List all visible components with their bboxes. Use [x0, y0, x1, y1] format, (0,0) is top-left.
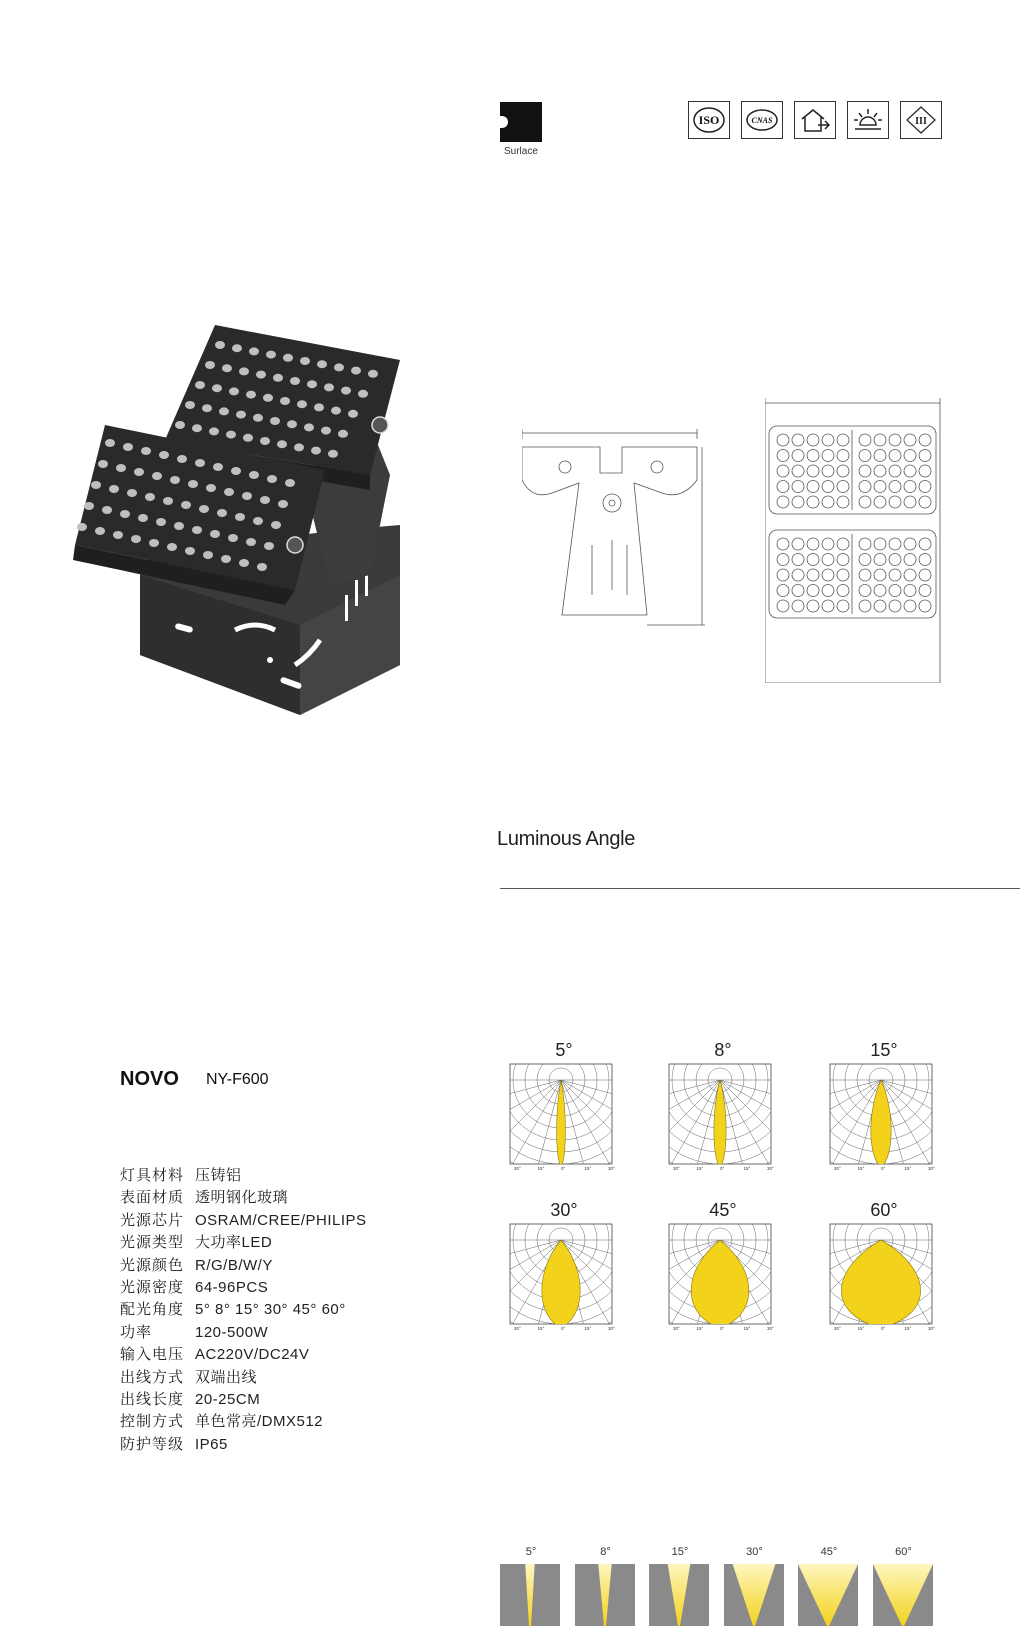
class-iii-icon [900, 101, 942, 139]
polar-chart [500, 1200, 620, 1332]
beam-angle-item [649, 1545, 711, 1626]
polar-chart-label: 30° [550, 1200, 578, 1220]
svg-text:15°: 15° [743, 1326, 751, 1331]
polar-grid [820, 1060, 940, 1172]
front-lens-grid [777, 434, 931, 612]
svg-text:30°: 30° [514, 1166, 521, 1171]
surface-mount-icon [500, 102, 542, 142]
beam-angle-label: 60° [895, 1546, 912, 1558]
beam-angle-label: 5° [525, 1546, 537, 1558]
spec-label: 光源密度 [120, 1278, 185, 1296]
svg-text:30°: 30° [834, 1166, 841, 1171]
svg-text:15°: 15° [537, 1166, 545, 1171]
spec-row [120, 1165, 367, 1187]
svg-text:0°: 0° [561, 1326, 566, 1331]
polar-chart [659, 1200, 779, 1332]
spec-value: 双端出线 [195, 1368, 258, 1386]
svg-text:0°: 0° [720, 1326, 725, 1331]
svg-text:30°: 30° [673, 1166, 680, 1171]
polar-chart-label: 15° [870, 1040, 898, 1060]
spec-row [120, 1434, 367, 1456]
beam-lobe [871, 1080, 891, 1168]
beam-angle-graphic [798, 1564, 858, 1626]
spec-label: 出线方式 [120, 1368, 185, 1386]
beam-angle-label: 15° [671, 1546, 689, 1558]
polar-chart [820, 1200, 940, 1332]
spec-value: 透明钢化玻璃 [195, 1189, 289, 1207]
spec-value: 64-96PCS [195, 1278, 269, 1296]
beam-angle-graphic [575, 1564, 635, 1626]
svg-text:30°: 30° [608, 1166, 615, 1171]
spec-row [120, 1255, 367, 1277]
polar-grid [500, 1060, 620, 1172]
svg-text:30°: 30° [834, 1326, 841, 1331]
spec-value: IP65 [195, 1435, 228, 1453]
section-divider [500, 888, 1020, 889]
spec-row [120, 1187, 367, 1209]
svg-text:15°: 15° [904, 1326, 912, 1331]
beam-angle-graphic [649, 1564, 709, 1626]
beam-angle-item [500, 1545, 562, 1626]
spec-label: 控制方式 [120, 1413, 185, 1431]
beam-angle-item [724, 1545, 786, 1626]
beam-angle-graphic [873, 1564, 933, 1626]
svg-text:30°: 30° [928, 1166, 935, 1171]
spec-value: 5° 8° 15° 30° 45° 60° [195, 1301, 346, 1319]
polar-chart [500, 1040, 620, 1172]
svg-text:15°: 15° [584, 1166, 592, 1171]
spec-value: OSRAM/CREE/PHILIPS [195, 1211, 367, 1229]
product-photo [70, 325, 415, 745]
polar-chart [820, 1040, 940, 1172]
polar-chart-label: 60° [870, 1200, 898, 1220]
spec-value: 20-25CM [195, 1390, 261, 1408]
svg-text:0°: 0° [881, 1166, 886, 1171]
svg-text:III: III [915, 116, 927, 127]
polar-chart [659, 1040, 779, 1172]
indoor-outdoor-icon [794, 101, 836, 139]
spec-label: 功率 [120, 1323, 153, 1341]
svg-text:15°: 15° [743, 1166, 751, 1171]
svg-text:30°: 30° [767, 1326, 774, 1331]
cnas-icon [741, 101, 783, 139]
svg-text:ISO: ISO [698, 113, 720, 127]
beam-angle-graphic [500, 1564, 560, 1626]
spec-label: 光源类型 [120, 1234, 185, 1252]
side-view-drawing [522, 425, 742, 665]
spec-row [120, 1210, 367, 1232]
spec-value: AC220V/DC24V [195, 1346, 310, 1364]
svg-text:15°: 15° [584, 1326, 592, 1331]
svg-text:15°: 15° [537, 1326, 545, 1331]
beam-lobe [841, 1240, 920, 1328]
front-view-drawing [765, 398, 950, 683]
spec-row [120, 1389, 367, 1411]
spec-label: 出线长度 [120, 1390, 185, 1408]
spec-value: 120-500W [195, 1323, 269, 1341]
svg-text:30°: 30° [673, 1326, 680, 1331]
svg-text:15°: 15° [857, 1326, 865, 1331]
spec-row [120, 1277, 367, 1299]
beam-lobe [557, 1080, 566, 1168]
spec-value: R/G/B/W/Y [195, 1256, 273, 1274]
beam-lobe [714, 1080, 726, 1168]
beam-angle-label: 30° [746, 1546, 763, 1558]
svg-text:CNAS: CNAS [751, 116, 773, 125]
svg-text:15°: 15° [857, 1166, 865, 1171]
beam-angle-label: 45° [820, 1546, 838, 1558]
spec-label: 防护等级 [120, 1435, 185, 1453]
spec-row [120, 1322, 367, 1344]
spec-label: 配光角度 [120, 1301, 185, 1319]
polar-grid [659, 1220, 779, 1332]
polar-chart-label: 45° [709, 1200, 737, 1220]
svg-text:15°: 15° [696, 1326, 704, 1331]
svg-text:15°: 15° [696, 1166, 704, 1171]
svg-text:0°: 0° [561, 1166, 566, 1171]
spec-row [120, 1411, 367, 1433]
svg-text:30°: 30° [514, 1326, 521, 1331]
svg-text:30°: 30° [928, 1326, 935, 1331]
svg-text:15°: 15° [904, 1166, 912, 1171]
spec-label: 灯具材料 [120, 1167, 185, 1184]
polar-chart-label: 8° [714, 1040, 732, 1060]
beam-angle-label: 8° [600, 1546, 611, 1558]
svg-text:0°: 0° [720, 1166, 725, 1171]
polar-grid [659, 1060, 779, 1172]
svg-text:30°: 30° [608, 1326, 615, 1331]
svg-text:30°: 30° [767, 1166, 774, 1171]
spec-value: 大功率LED [195, 1234, 273, 1252]
section-title-luminous-angle: Luminous Angle [497, 828, 636, 850]
spec-row [120, 1299, 367, 1321]
spec-list [120, 1165, 367, 1456]
polar-grid [820, 1220, 940, 1332]
model-number: NY-F600 [206, 1071, 269, 1088]
beam-angle-item [873, 1545, 935, 1626]
beam-angle-graphic [724, 1564, 784, 1626]
spec-label: 光源颜色 [120, 1256, 185, 1274]
brand-name: NOVO [120, 1068, 179, 1090]
polar-chart-label: 5° [555, 1040, 573, 1060]
beam-angle-item [575, 1545, 637, 1626]
beam-angle-item [798, 1545, 860, 1626]
spec-value: 压铸铝 [195, 1167, 242, 1184]
mount-label: Surlace [504, 146, 538, 157]
spec-label: 光源芯片 [120, 1211, 185, 1229]
iso-icon [688, 101, 730, 139]
spec-row [120, 1232, 367, 1254]
spec-label: 输入电压 [120, 1346, 185, 1364]
waterproof-icon [847, 101, 889, 139]
spec-label: 表面材质 [120, 1189, 185, 1207]
polar-grid [500, 1220, 620, 1332]
spec-value: 单色常亮/DMX512 [195, 1413, 324, 1431]
svg-text:0°: 0° [881, 1326, 886, 1331]
spec-row [120, 1344, 367, 1366]
spec-row [120, 1367, 367, 1389]
